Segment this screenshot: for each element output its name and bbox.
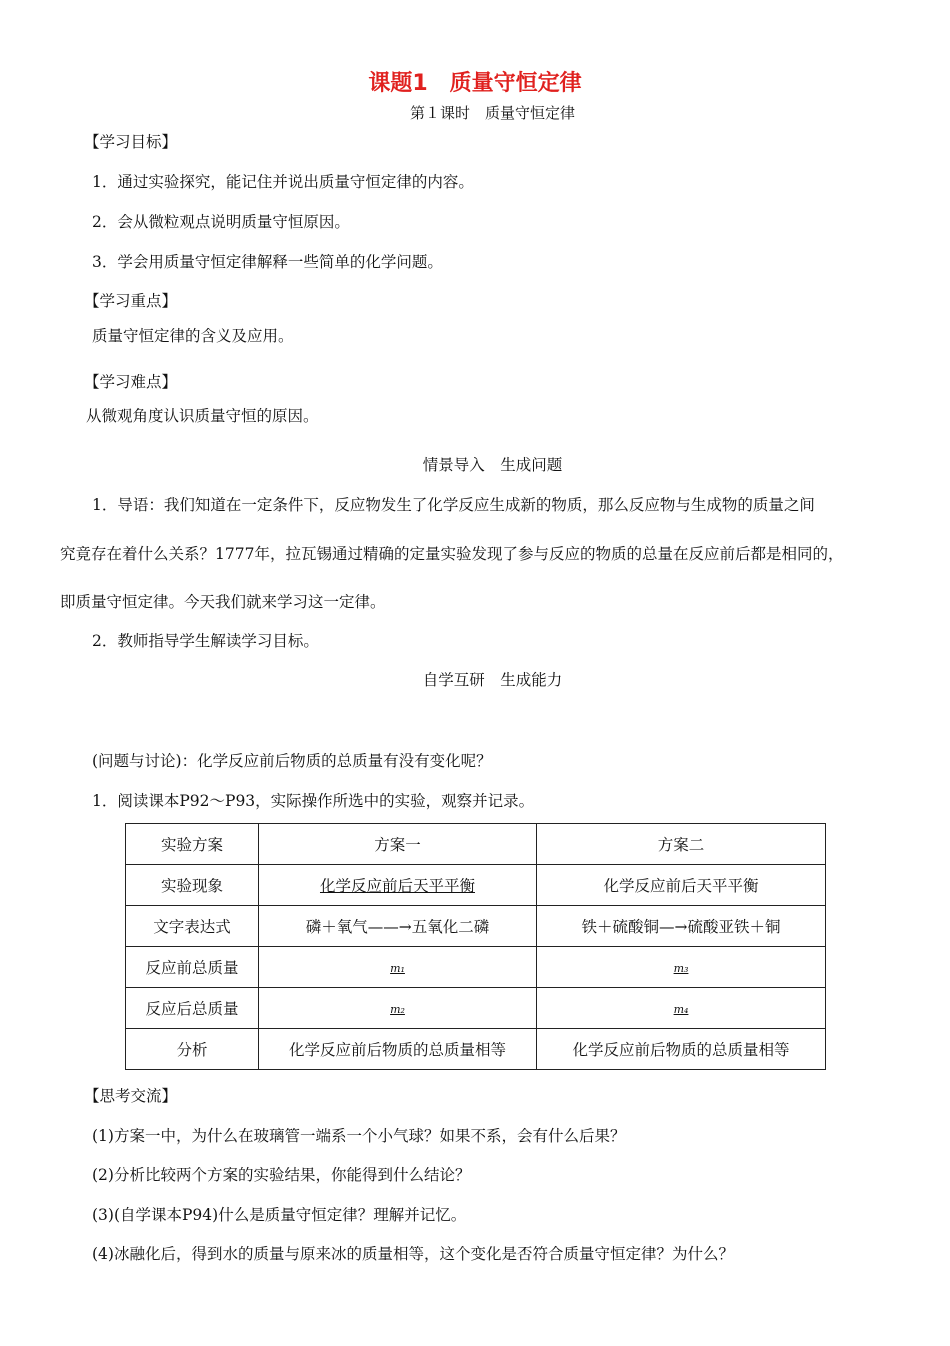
mass-m1: m₁ — [390, 962, 405, 975]
table-cell: 反应后总质量 — [126, 988, 259, 1029]
mass-m3: m₃ — [673, 962, 689, 975]
table-cell: 化学反应前后物质的总质量相等 — [537, 1029, 826, 1070]
table-cell — [259, 988, 537, 1029]
table-cell: 文字表达式 — [126, 906, 259, 947]
objective-item-3: 3．学会用质量守恒定律解释一些简单的化学问题。 — [92, 253, 443, 271]
table-cell: 磷＋氧气——→五氧化二磷 — [259, 906, 537, 947]
intro-paragraph-line-1: 1．导语：我们知道在一定条件下，反应物发生了化学反应生成新的物质，那么反应物与生成物的质量之间 — [92, 496, 815, 514]
reflection-item-4: (4)冰融化后，得到水的质量与原来冰的质量相等，这个变化是否符合质量守恒定律？为什么？ — [92, 1245, 734, 1263]
table-row — [126, 1029, 826, 1070]
reflection-item-1: (1)方案一中，为什么在玻璃管一端系一个小气球？如果不系，会有什么后果？ — [92, 1127, 626, 1145]
table-header-cell: 方案二 — [537, 824, 826, 865]
table-cell: 化学反应前后物质的总质量相等 — [259, 1029, 537, 1070]
table-cell: 实验现象 — [126, 865, 259, 906]
difficulties-text: 从微观角度认识质量守恒的原因。 — [86, 407, 319, 425]
table-row — [126, 947, 826, 988]
reflection-item-3: (3)(自学课本P94)什么是质量守恒定律？理解并记忆。 — [92, 1206, 467, 1224]
table-header-cell: 方案一 — [259, 824, 537, 865]
table-cell: 铁＋硫酸铜—→硫酸亚铁＋铜 — [537, 906, 826, 947]
table-row — [126, 988, 826, 1029]
reading-instruction: 1．阅读课本P92～P93，实际操作所选中的实验，观察并记录。 — [92, 792, 535, 810]
self-study-heading: 自学互研 生成能力 — [422, 671, 563, 689]
intro-paragraph-line-3: 即质量守恒定律。今天我们就来学习这一定律。 — [60, 593, 386, 611]
observation-plan-1: 化学反应前后天平平衡 — [319, 877, 475, 895]
reflection-item-2: (2)分析比较两个方案的实验结果，你能得到什么结论？ — [92, 1166, 471, 1184]
discussion-question: (问题与讨论)：化学反应前后物质的总质量有没有变化呢？ — [92, 752, 492, 770]
table-cell — [259, 947, 537, 988]
intro-paragraph-line-2: 究竟存在着什么关系？1777年，拉瓦锡通过精确的定量实验发现了参与反应的物质的总量在反应前后都是相同的， — [60, 545, 844, 563]
table-row — [126, 865, 826, 906]
table-header-row — [126, 824, 826, 865]
table-cell: 分析 — [126, 1029, 259, 1070]
difficulties-heading: 【学习难点】 — [84, 373, 178, 391]
table-cell — [259, 865, 537, 906]
table-header-cell: 实验方案 — [126, 824, 259, 865]
mass-m2: m₂ — [390, 1003, 405, 1016]
table-cell — [537, 947, 826, 988]
objective-item-1: 1．通过实验探究，能记住并说出质量守恒定律的内容。 — [92, 173, 474, 191]
objective-item-2: 2．会从微粒观点说明质量守恒原因。 — [92, 213, 350, 231]
mass-m4: m₄ — [673, 1003, 689, 1016]
experiment-table — [125, 823, 826, 1070]
intro-paragraph-2: 2．教师指导学生解读学习目标。 — [92, 632, 319, 650]
table-row — [126, 906, 826, 947]
key-points-heading: 【学习重点】 — [84, 292, 178, 310]
intro-heading: 情景导入 生成问题 — [422, 456, 563, 474]
table-cell — [537, 988, 826, 1029]
page-title: 课题1 质量守恒定律 — [368, 71, 582, 96]
reflection-heading: 【思考交流】 — [84, 1087, 178, 1105]
table-cell: 化学反应前后天平平衡 — [537, 865, 826, 906]
key-points-text: 质量守恒定律的含义及应用。 — [92, 327, 294, 345]
table-cell: 反应前总质量 — [126, 947, 259, 988]
objectives-heading: 【学习目标】 — [84, 133, 178, 151]
page-subtitle: 第１课时 质量守恒定律 — [409, 104, 575, 122]
